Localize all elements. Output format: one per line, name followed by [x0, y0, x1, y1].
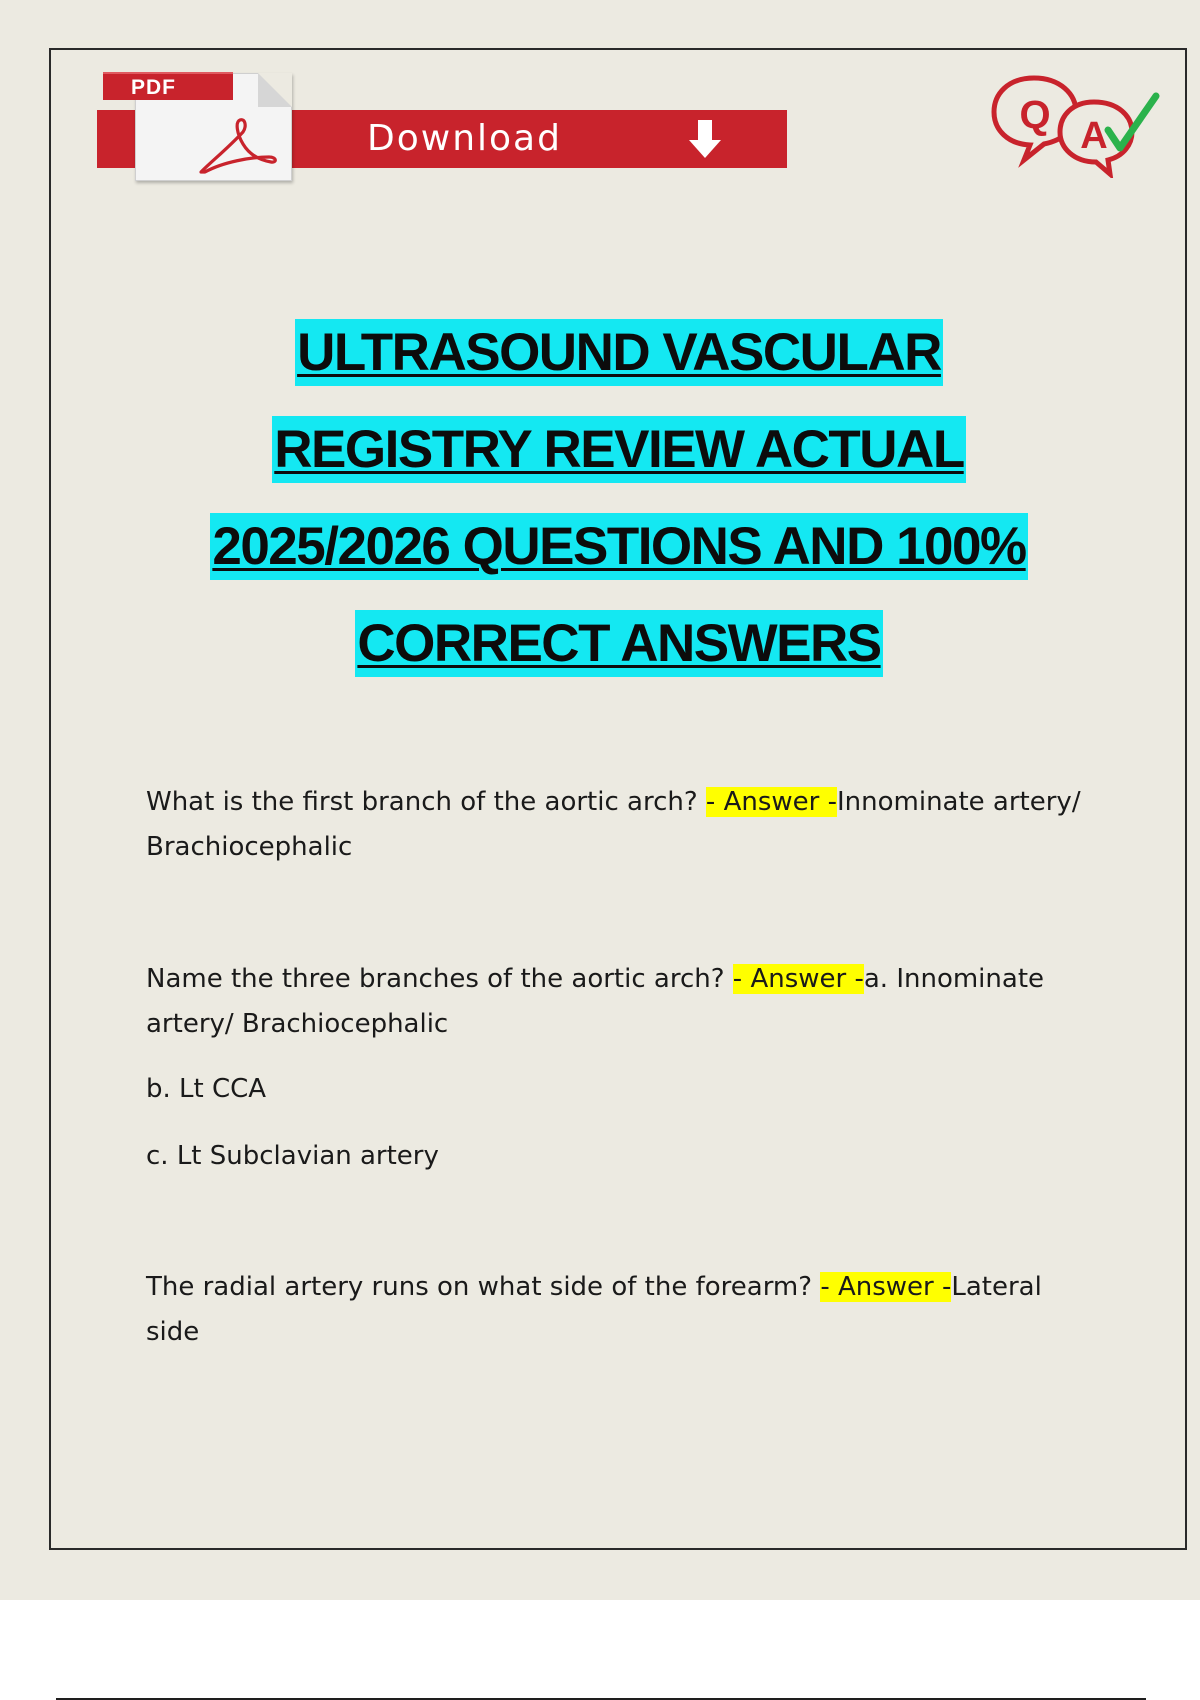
title-line: REGISTRY REVIEW ACTUAL — [60, 407, 1178, 504]
title-line: 2025/2026 QUESTIONS AND 100% — [60, 504, 1178, 601]
answer-marker: - Answer - — [820, 1272, 952, 1302]
answer-marker: - Answer - — [705, 787, 837, 817]
title-line: CORRECT ANSWERS — [60, 601, 1178, 698]
question-text: Name the three branches of the aortic arch? — [146, 964, 733, 994]
acrobat-icon — [191, 110, 281, 180]
pdf-tag: PDF — [103, 72, 233, 100]
qa-question — [146, 1265, 1106, 1310]
question-text: What is the first branch of the aortic arch? — [146, 787, 706, 817]
answer-text: Lateral — [951, 1272, 1042, 1302]
answer-sub-item: b. Lt CCA — [146, 1074, 267, 1104]
answer-text: a. Innominate — [863, 964, 1045, 994]
answer-continuation: side — [146, 1317, 200, 1347]
logo-a: A — [1080, 115, 1108, 157]
download-label: Download — [367, 118, 562, 159]
logo-q: Q — [1019, 93, 1051, 137]
qa-item — [146, 957, 1106, 1171]
download-arrow-icon — [685, 118, 725, 162]
title-line: ULTRASOUND VASCULAR — [60, 310, 1178, 407]
answer-marker: - Answer - — [732, 964, 864, 994]
qa-question — [146, 957, 1106, 1002]
qa-logo-icon — [990, 68, 1160, 178]
answer-sub-item: c. Lt Subclavian artery — [146, 1141, 439, 1171]
qa-question — [146, 780, 1106, 825]
page-fold-icon — [258, 73, 292, 107]
answer-text: Innominate artery/ — [836, 787, 1081, 817]
qa-item — [146, 1265, 1106, 1355]
qa-item — [146, 780, 1106, 870]
document-title — [60, 310, 1178, 698]
answer-continuation: Brachiocephalic — [146, 832, 353, 862]
pdf-download-banner[interactable] — [95, 70, 795, 180]
question-text: The radial artery runs on what side of the forearm? — [146, 1272, 821, 1302]
answer-continuation: artery/ Brachiocephalic — [146, 1009, 449, 1039]
